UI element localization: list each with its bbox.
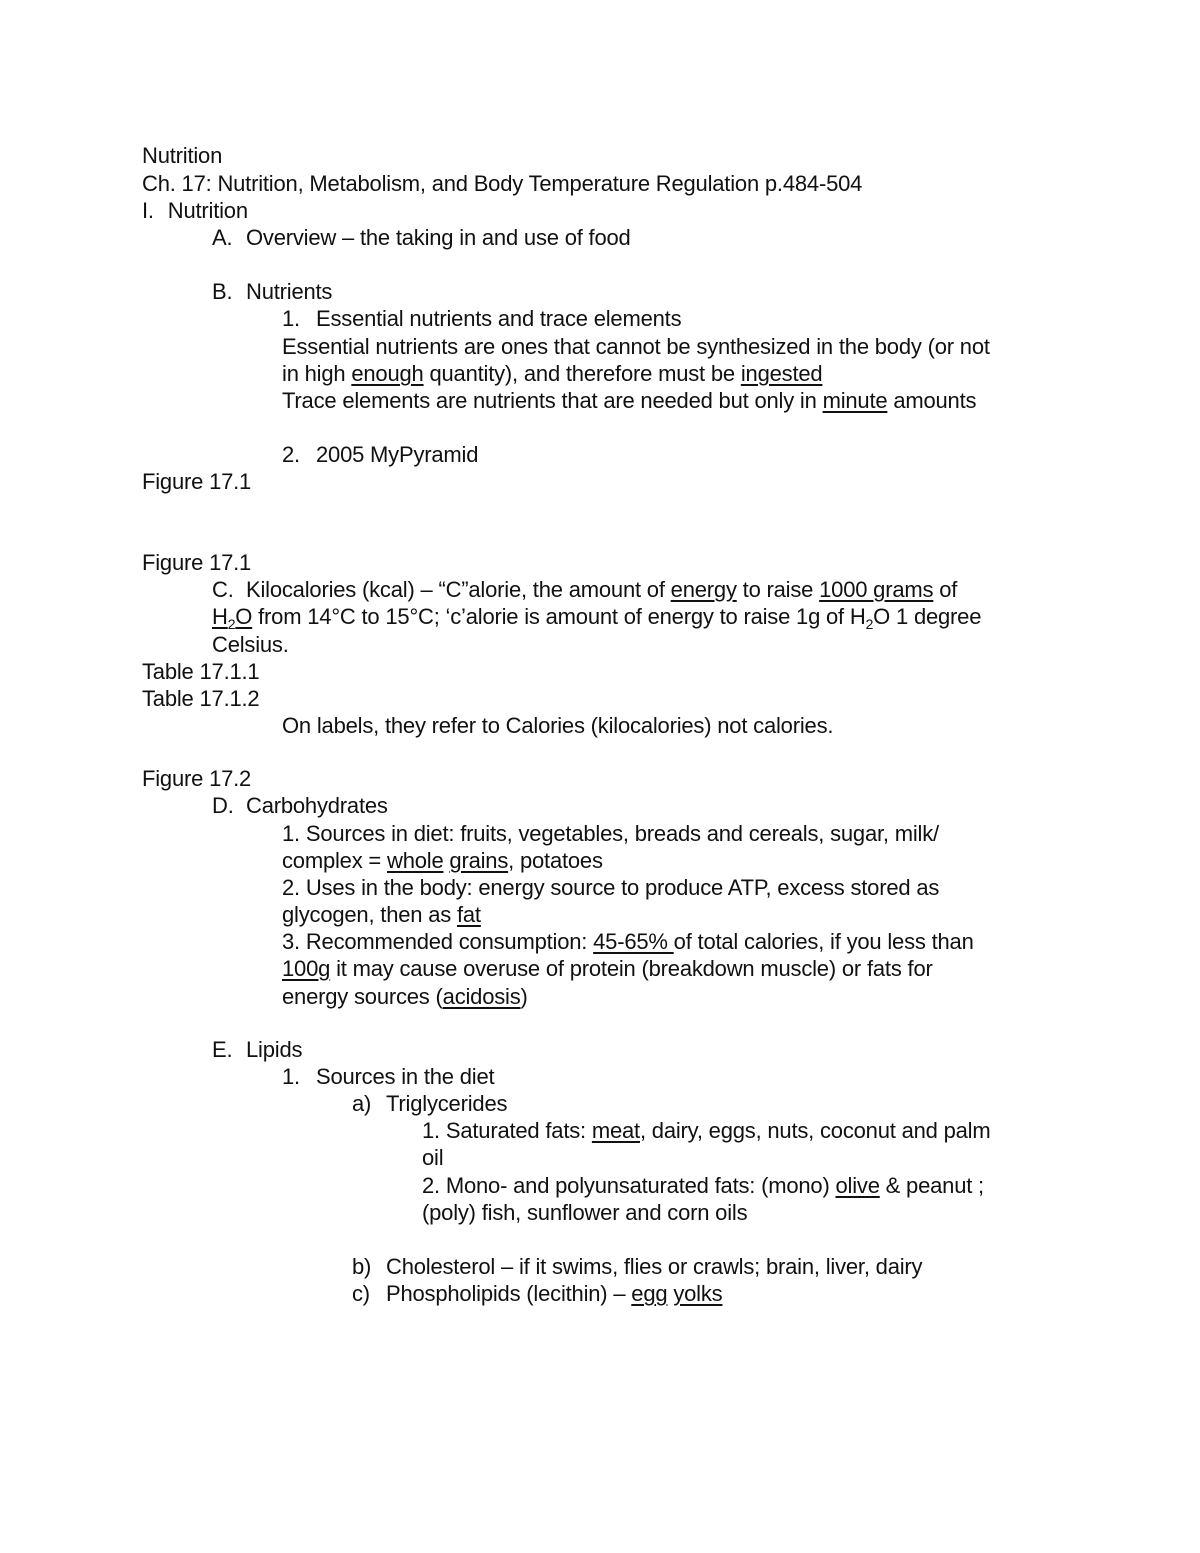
section-i-marker: I.: [142, 198, 154, 223]
text-run: O 1 degree: [873, 604, 982, 629]
carb-recommended-line-2: [282, 955, 933, 982]
text-run: in high: [282, 361, 352, 386]
underlined-term-acidosis: acidosis: [442, 984, 521, 1009]
item-e1-marker: 1.: [282, 1064, 300, 1089]
text-run: 3. Recommended consumption:: [282, 929, 594, 954]
text-run: glycogen, then as: [282, 902, 457, 927]
trace-elements-line: [282, 387, 976, 414]
item-b1-heading: [282, 305, 681, 332]
item-b-marker: B.: [212, 279, 233, 304]
text-run: 1. Saturated fats:: [422, 1118, 592, 1143]
document-title: Nutrition: [142, 143, 223, 168]
underlined-term-energy: energy: [670, 577, 737, 602]
item-ea-marker: a): [352, 1091, 372, 1116]
item-e1-text: Sources in the diet: [316, 1064, 495, 1089]
underlined-term-yolks: yolks: [673, 1281, 723, 1306]
underlined-term-enough: enough: [351, 361, 424, 386]
carb-uses-line-1: 2. Uses in the body: energy source to produce ATP, excess stored as: [282, 875, 940, 900]
item-eb-cholesterol: [352, 1253, 922, 1280]
underlined-term-ingested: ingested: [740, 361, 823, 386]
underlined-term-1000-grams: 1000 grams: [819, 577, 934, 602]
item-d-marker: D.: [212, 793, 234, 818]
item-c-marker: C.: [212, 577, 234, 602]
essential-nutrients-line-2: [282, 360, 822, 387]
item-a-text: Overview – the taking in and use of food: [246, 225, 631, 250]
text-run: Trace elements are nutrients that are needed but only in: [282, 388, 823, 413]
carb-recommended-line-1: [282, 928, 974, 955]
item-c-kilocalories-line-1: [212, 576, 957, 603]
text-run: ): [520, 984, 528, 1009]
text-run: 2. Mono- and polyunsaturated fats: (mono): [422, 1173, 836, 1198]
text-run: of: [933, 577, 958, 602]
item-b1-text: Essential nutrients and trace elements: [316, 306, 682, 331]
item-a-overview: [212, 224, 631, 251]
text-run: O: [235, 604, 253, 629]
underlined-term-fat: fat: [456, 902, 481, 927]
text-run: amounts: [887, 388, 977, 413]
carb-uses-line-2: [282, 901, 481, 928]
item-ea-text: Triglycerides: [386, 1091, 508, 1116]
text-run: it may cause overuse of protein (breakdown muscle) or fats for: [330, 956, 933, 981]
text-run: quantity), and therefore must be: [423, 361, 741, 386]
unsaturated-fats-line-2: (poly) fish, sunflower and corn oils: [422, 1200, 748, 1225]
item-e1-sources: [282, 1063, 494, 1090]
item-e-text: Lipids: [246, 1037, 303, 1062]
underlined-term-grains: grains: [449, 848, 509, 873]
text-run: Phospholipids (lecithin) –: [386, 1281, 632, 1306]
item-b-text: Nutrients: [246, 279, 333, 304]
item-b1-marker: 1.: [282, 306, 300, 331]
text-run: H: [212, 604, 228, 629]
text-run: to raise: [736, 577, 820, 602]
item-b2-mypyramid: [282, 441, 478, 468]
figure-ref-17-1-b: Figure 17.1: [142, 550, 252, 575]
item-ec-phospholipids: [352, 1280, 722, 1307]
chapter-heading: Ch. 17: Nutrition, Metabolism, and Body Temperature Regulation p.484-504: [142, 171, 863, 196]
subscript: 2: [865, 616, 874, 632]
figure-ref-17-2: Figure 17.2: [142, 766, 252, 791]
carb-sources-line-1: 1. Sources in diet: fruits, vegetables, breads and cereals, sugar, milk/: [282, 821, 939, 846]
item-ea-triglycerides: [352, 1090, 507, 1117]
figure-ref-17-1-a: Figure 17.1: [142, 469, 252, 494]
underlined-term-100g: 100g: [282, 956, 331, 981]
underlined-term-minute: minute: [822, 388, 888, 413]
underlined-term-olive: olive: [835, 1173, 880, 1198]
item-c-kilocalories-line-3: Celsius.: [212, 632, 289, 657]
item-d-carbohydrates: [212, 792, 388, 819]
subscript: 2: [227, 616, 236, 632]
labels-note: On labels, they refer to Calories (kilocalories) not calories.: [282, 713, 834, 738]
table-ref-17-1-1: Table 17.1.1: [142, 659, 260, 684]
item-eb-text: Cholesterol – if it swims, flies or crawls; brain, liver, dairy: [386, 1254, 923, 1279]
item-ec-marker: c): [352, 1281, 370, 1306]
unsaturated-fats-line-1: [422, 1172, 984, 1199]
underlined-term-egg: egg: [631, 1281, 668, 1306]
text-run: complex =: [282, 848, 387, 873]
carb-sources-line-2: [282, 847, 603, 874]
item-b-nutrients: [212, 278, 332, 305]
essential-nutrients-line-1: Essential nutrients are ones that cannot be synthesized in the body (or not: [282, 334, 990, 359]
underlined-term-whole: whole: [387, 848, 444, 873]
table-ref-17-1-2: Table 17.1.2: [142, 686, 260, 711]
underlined-term-45-65-percent: 45-65%: [593, 929, 674, 954]
text-run: Kilocalories (kcal) – “C”alorie, the amount of: [246, 577, 671, 602]
item-e-marker: E.: [212, 1037, 233, 1062]
underlined-term-meat: meat: [591, 1118, 640, 1143]
item-d-text: Carbohydrates: [246, 793, 388, 818]
item-e-lipids: [212, 1036, 302, 1063]
carb-recommended-line-3: [282, 983, 528, 1010]
item-eb-marker: b): [352, 1254, 372, 1279]
text-run: , dairy, eggs, nuts, coconut and palm: [639, 1118, 991, 1143]
item-b2-text: 2005 MyPyramid: [316, 442, 479, 467]
text-run: & peanut ;: [879, 1173, 984, 1198]
section-i-text: Nutrition: [167, 198, 248, 223]
section-i-heading: [142, 197, 248, 224]
saturated-fats-line-2: oil: [422, 1145, 444, 1170]
text-run: of total calories, if you less than: [673, 929, 974, 954]
item-a-marker: A.: [212, 225, 233, 250]
underlined-term-h2o: [212, 604, 253, 632]
item-c-kilocalories-line-2: [212, 603, 981, 630]
text-run: energy sources (: [282, 984, 443, 1009]
item-b2-marker: 2.: [282, 442, 300, 467]
saturated-fats-line-1: [422, 1117, 990, 1144]
text-run: , potatoes: [508, 848, 603, 873]
text-run: from 14°C to 15°C; ‘c’alorie is amount of energy to raise 1g of H: [252, 604, 866, 629]
